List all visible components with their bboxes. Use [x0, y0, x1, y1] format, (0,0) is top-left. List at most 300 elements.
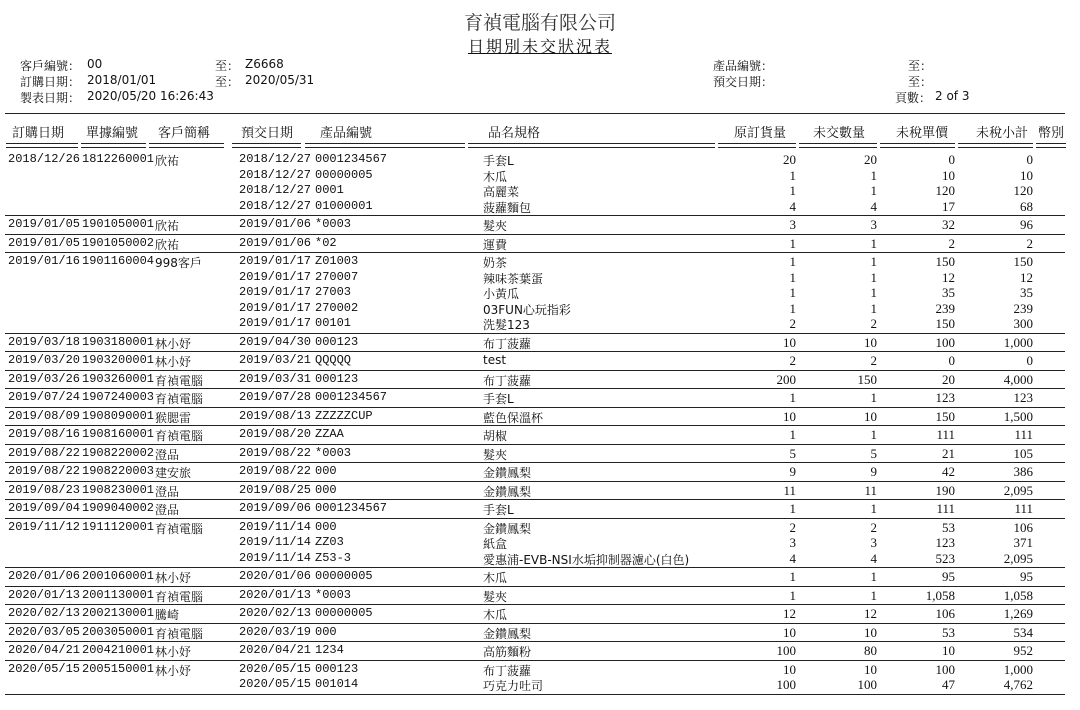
- item-name: 金鑽鳳梨: [483, 626, 532, 641]
- item-name: 髮夾: [483, 447, 508, 462]
- order-qty: 10: [783, 661, 796, 677]
- order-qty: 2: [789, 519, 796, 535]
- subtotal: 1,058: [1003, 587, 1033, 603]
- subtotal: 150: [1013, 254, 1033, 269]
- open-qty: 3: [870, 217, 877, 232]
- doc-no: 2002130001: [82, 606, 155, 620]
- item-name: 高筋麵粉: [483, 645, 532, 659]
- order-qty: 3: [789, 535, 796, 550]
- page-label: 頁數：: [895, 91, 932, 105]
- header-underline: [81, 143, 146, 148]
- doc-no: 2001060001: [82, 569, 155, 583]
- order-date-to: 2020/05/31: [245, 73, 315, 87]
- doc-no: 1903180001: [82, 334, 155, 349]
- unit-price: 17: [942, 198, 955, 214]
- unit-price: 21: [942, 445, 955, 461]
- customer-name: 澄品: [155, 503, 180, 517]
- doc-no: 1901050001: [82, 217, 155, 231]
- unit-price: 523: [935, 550, 955, 566]
- row-separator: [5, 518, 1065, 519]
- customer-name: 育禎電腦: [155, 429, 204, 443]
- product-no: 000: [315, 482, 337, 497]
- order-qty: 10: [783, 334, 796, 350]
- due-date: 2019/08/22: [239, 464, 312, 478]
- customer-name: 林小妤: [155, 571, 192, 585]
- order-qty: 2: [789, 316, 796, 331]
- report-title: 日期別未交狀況表: [467, 37, 612, 56]
- order-qty: 1: [789, 183, 796, 198]
- order-qty: 12: [783, 606, 796, 621]
- subtotal: 0: [1026, 152, 1033, 167]
- due-date: 2019/01/06: [239, 235, 312, 250]
- doc-no: 1911120001: [82, 519, 155, 534]
- open-qty: 1: [870, 427, 877, 442]
- open-qty: 2: [870, 519, 877, 535]
- page-number: 2 of 3: [935, 89, 970, 103]
- row-separator: [5, 425, 1065, 426]
- item-name: 髮夾: [483, 219, 508, 233]
- subtotal: 105: [1013, 445, 1033, 461]
- item-name: 奶茶: [483, 256, 508, 270]
- unit-price: 100: [935, 661, 955, 677]
- row-separator: [5, 370, 1065, 371]
- doc-no: 1903260001: [82, 371, 155, 386]
- due-date: 2020/01/13: [239, 587, 312, 602]
- due-date: 2019/07/28: [239, 390, 312, 404]
- item-name: 木瓜: [483, 571, 508, 585]
- order-qty: 1: [789, 587, 796, 603]
- unit-price: 0: [948, 152, 955, 167]
- order-qty: 1: [789, 501, 796, 516]
- customer-name: 育禎電腦: [155, 521, 204, 536]
- subtotal: 96: [1020, 217, 1033, 232]
- order-date: 2019/01/05: [8, 217, 81, 231]
- product-no: 270007: [315, 269, 359, 284]
- customer-name: 育禎電腦: [155, 626, 204, 641]
- order-qty: 4: [789, 198, 796, 214]
- product-no: ZZZZZCUP: [315, 408, 373, 423]
- customer-no-to-label: 至：: [215, 59, 240, 73]
- doc-no: 1908160001: [82, 427, 155, 441]
- subtotal: 952: [1013, 643, 1033, 658]
- subtotal: 2,095: [1003, 482, 1033, 498]
- unit-price: 0: [948, 353, 955, 368]
- doc-no: 1908220002: [82, 445, 155, 460]
- header-underline: [799, 143, 877, 148]
- order-qty: 2: [789, 353, 796, 368]
- doc-no: 1903200001: [82, 353, 155, 367]
- due-date: 2019/03/21: [239, 353, 312, 367]
- due-date: 2018/12/27: [239, 183, 312, 197]
- open-qty: 11: [864, 482, 877, 498]
- row-separator: [5, 694, 1065, 695]
- product-no: 270002: [315, 300, 359, 315]
- header-underline: [468, 143, 715, 148]
- order-qty: 1: [789, 569, 796, 584]
- order-date: 2019/08/23: [8, 482, 81, 497]
- unit-price: 111: [936, 501, 955, 516]
- subtotal: 239: [1013, 300, 1033, 316]
- order-qty: 3: [789, 217, 796, 232]
- product-no: 001014: [315, 677, 359, 691]
- subtotal: 95: [1020, 569, 1033, 584]
- product-no: 00101: [315, 316, 352, 330]
- order-date: 2019/08/09: [8, 408, 81, 423]
- customer-name: 澄品: [155, 484, 180, 499]
- item-name: 菠蘿麵包: [483, 200, 532, 215]
- due-date: 2018/12/27: [239, 167, 312, 182]
- customer-no-from: 00: [87, 57, 103, 71]
- due-date: 2019/01/17: [239, 316, 312, 330]
- row-separator: [5, 586, 1065, 587]
- subtotal: 106: [1013, 519, 1033, 535]
- product-no: 000: [315, 464, 337, 478]
- subtotal: 300: [1013, 316, 1033, 331]
- product-no: 000123: [315, 334, 359, 349]
- item-name: test: [483, 353, 507, 367]
- due-date: 2019/11/14: [239, 550, 312, 565]
- delivery-date-label: 預交日期：: [713, 75, 774, 89]
- unit-price: 35: [942, 285, 955, 300]
- order-date: 2019/03/18: [8, 334, 81, 349]
- due-date: 2019/04/30: [239, 334, 312, 349]
- subtotal: 10: [1020, 167, 1033, 183]
- row-separator: [5, 234, 1065, 235]
- subtotal: 534: [1013, 624, 1033, 640]
- row-separator: [5, 388, 1065, 389]
- item-name: 胡椒: [483, 429, 508, 443]
- subtotal: 68: [1020, 198, 1033, 214]
- order-qty: 200: [776, 371, 796, 387]
- product-no: *0003: [315, 445, 352, 460]
- order-qty: 4: [789, 550, 796, 566]
- due-date: 2019/03/31: [239, 371, 312, 386]
- doc-no: 1908090001: [82, 408, 155, 423]
- order-qty: 1: [789, 285, 796, 300]
- doc-no: 1907240003: [82, 390, 155, 404]
- item-name: 紙盒: [483, 537, 508, 551]
- item-name: 洗髮123: [483, 318, 530, 332]
- open-qty: 1: [870, 235, 877, 251]
- unit-price: 53: [942, 624, 955, 640]
- order-date: 2020/03/05: [8, 624, 81, 639]
- unit-price: 190: [935, 482, 955, 498]
- open-qty: 1: [870, 587, 877, 603]
- order-date: 2019/08/22: [8, 445, 81, 460]
- subtotal: 1,000: [1003, 334, 1033, 350]
- row-separator: [5, 351, 1065, 352]
- order-qty: 10: [783, 408, 796, 424]
- item-name: 手套L: [483, 392, 514, 406]
- unit-price: 95: [942, 569, 955, 584]
- row-separator: [5, 407, 1065, 408]
- subtotal: 1,000: [1003, 661, 1033, 677]
- order-qty: 1: [789, 269, 796, 285]
- due-date: 2019/11/14: [239, 519, 312, 534]
- unit-price: 111: [936, 427, 955, 442]
- item-name: 木瓜: [483, 169, 508, 184]
- open-qty: 80: [864, 643, 877, 658]
- product-no: 00000005: [315, 569, 373, 583]
- open-qty: 4: [870, 198, 877, 214]
- item-name: 髮夾: [483, 589, 508, 604]
- open-qty: 1: [870, 269, 877, 285]
- product-no: 000123: [315, 661, 359, 676]
- open-qty: 1: [870, 183, 877, 198]
- product-no: 00000005: [315, 167, 373, 182]
- header-underline: [149, 143, 224, 148]
- header-rule: [5, 113, 1065, 114]
- order-date: 2019/01/16: [8, 254, 81, 268]
- doc-no: 2004210001: [82, 643, 155, 657]
- subtotal: 371: [1013, 535, 1033, 550]
- due-date: 2018/12/27: [239, 198, 312, 213]
- col-currency: 幣別: [1038, 126, 1065, 141]
- header-underline: [1036, 143, 1066, 148]
- item-name: 愛惠浦-EVB-NSI水垢抑制器濾心(白色): [483, 552, 690, 567]
- unit-price: 20: [942, 371, 955, 387]
- item-name: 金鑽鳳梨: [483, 484, 532, 499]
- unit-price: 53: [942, 519, 955, 535]
- header-underline: [880, 143, 955, 148]
- order-qty: 100: [776, 643, 796, 658]
- header-underline: [232, 143, 301, 148]
- header-underline: [305, 143, 465, 148]
- order-qty: 1: [789, 167, 796, 183]
- row-separator: [5, 215, 1065, 216]
- product-no: 000: [315, 624, 337, 639]
- customer-name: 林小妤: [155, 336, 192, 351]
- customer-no-label: 客戶編號：: [20, 59, 81, 73]
- product-no: Z01003: [315, 254, 359, 268]
- header-underline: [718, 143, 796, 148]
- due-date: 2019/09/06: [239, 501, 312, 515]
- product-no: 0001: [315, 183, 344, 197]
- due-date: 2020/01/06: [239, 569, 312, 583]
- open-qty: 1: [870, 254, 877, 269]
- open-qty: 1: [870, 501, 877, 516]
- subtotal: 2,095: [1003, 550, 1033, 566]
- product-no: 0001234567: [315, 152, 388, 166]
- item-name: 巧克力吐司: [483, 679, 544, 693]
- row-separator: [5, 252, 1065, 253]
- open-qty: 10: [864, 661, 877, 677]
- product-no: ZZ03: [315, 535, 344, 549]
- product-no-to-label: 至：: [908, 59, 933, 73]
- col-doc-no: 單據編號: [86, 126, 139, 141]
- unit-price: 239: [935, 300, 955, 316]
- doc-no: 1909040002: [82, 501, 155, 515]
- customer-name: 育禎電腦: [155, 589, 204, 604]
- doc-no: 1812260001: [82, 152, 155, 166]
- row-separator: [5, 444, 1065, 445]
- subtotal: 0: [1026, 353, 1033, 368]
- product-no: 00000005: [315, 606, 373, 620]
- unit-price: 1,058: [925, 587, 955, 603]
- item-name: 高麗菜: [483, 185, 520, 199]
- due-date: 2020/05/15: [239, 677, 312, 691]
- due-date: 2019/01/17: [239, 300, 312, 315]
- due-date: 2020/04/21: [239, 643, 312, 657]
- col-customer: 客戶簡稱: [158, 126, 211, 141]
- unit-price: 123: [935, 535, 955, 550]
- due-date: 2019/08/20: [239, 427, 312, 441]
- product-no-label: 產品編號：: [713, 59, 774, 73]
- open-qty: 5: [870, 445, 877, 461]
- due-date: 2019/11/14: [239, 535, 312, 549]
- open-qty: 4: [870, 550, 877, 566]
- open-qty: 10: [864, 624, 877, 640]
- row-separator: [5, 604, 1065, 605]
- unit-price: 120: [935, 183, 955, 198]
- doc-no: 1908220003: [82, 464, 155, 478]
- open-qty: 10: [864, 334, 877, 350]
- order-qty: 1: [789, 427, 796, 442]
- order-date: 2019/08/16: [8, 427, 81, 441]
- product-no: 000: [315, 519, 337, 534]
- order-date: 2019/03/20: [8, 353, 81, 367]
- col-subtotal: 未稅小計: [976, 126, 1029, 141]
- customer-name: 林小妤: [155, 355, 192, 369]
- row-separator: [5, 623, 1065, 624]
- product-no: ZZAA: [315, 427, 344, 441]
- col-product-no: 產品編號: [320, 126, 373, 141]
- order-date: 2018/12/26: [8, 152, 81, 166]
- col-open-qty: 未交數量: [813, 126, 866, 141]
- item-name: 運費: [483, 237, 508, 252]
- item-name: 手套L: [483, 503, 514, 517]
- due-date: 2020/03/19: [239, 624, 312, 639]
- subtotal: 111: [1014, 427, 1033, 442]
- order-qty: 1: [789, 300, 796, 316]
- customer-name: 育禎電腦: [155, 392, 204, 406]
- open-qty: 1: [870, 569, 877, 584]
- product-no: 0001234567: [315, 390, 388, 404]
- product-no: *02: [315, 235, 337, 250]
- order-date: 2020/01/06: [8, 569, 81, 583]
- item-name: 金鑽鳳梨: [483, 521, 532, 536]
- customer-name: 998客戶: [155, 256, 202, 270]
- row-separator: [5, 481, 1065, 482]
- customer-name: 欣祐: [155, 237, 180, 252]
- item-name: 03FUN心玩指彩: [483, 302, 571, 317]
- due-date: 2019/01/17: [239, 269, 312, 284]
- doc-no: 1908230001: [82, 482, 155, 497]
- order-qty: 9: [789, 464, 796, 479]
- due-date: 2019/08/22: [239, 445, 312, 460]
- col-order-date: 訂購日期: [12, 126, 65, 141]
- print-date: 2020/05/20 16:26:43: [87, 89, 214, 103]
- subtotal: 4,000: [1003, 371, 1033, 387]
- unit-price: 2: [948, 235, 955, 251]
- subtotal: 111: [1014, 501, 1033, 516]
- subtotal: 386: [1013, 464, 1033, 479]
- open-qty: 2: [870, 316, 877, 331]
- unit-price: 32: [942, 217, 955, 232]
- product-no: *0003: [315, 587, 352, 602]
- order-qty: 20: [783, 152, 796, 167]
- delivery-date-to-label: 至：: [908, 75, 933, 89]
- order-date: 2020/04/21: [8, 643, 81, 657]
- order-qty: 5: [789, 445, 796, 461]
- due-date: 2019/01/17: [239, 285, 312, 299]
- row-separator: [5, 641, 1065, 642]
- doc-no: 1901160004: [82, 254, 155, 268]
- unit-price: 150: [935, 254, 955, 269]
- unit-price: 42: [942, 464, 955, 479]
- print-date-label: 製表日期：: [20, 91, 81, 105]
- unit-price: 150: [935, 316, 955, 331]
- subtotal: 123: [1013, 390, 1033, 405]
- open-qty: 1: [870, 300, 877, 316]
- subtotal: 120: [1013, 183, 1033, 198]
- customer-name: 騰崎: [155, 608, 180, 622]
- item-name: 布丁菠蘿: [483, 336, 532, 351]
- subtotal: 2: [1026, 235, 1033, 251]
- row-separator: [5, 333, 1065, 334]
- customer-name: 建安旅: [155, 466, 192, 480]
- order-date: 2020/05/15: [8, 661, 81, 676]
- open-qty: 10: [864, 408, 877, 424]
- customer-name: 育禎電腦: [155, 373, 204, 388]
- subtotal: 4,762: [1003, 677, 1033, 692]
- order-date: 2019/01/05: [8, 235, 81, 250]
- order-date: 2020/01/13: [8, 587, 81, 602]
- item-name: 小黃瓜: [483, 287, 520, 301]
- company-name: 育禎電腦有限公司: [463, 12, 616, 34]
- order-qty: 100: [776, 677, 796, 692]
- item-name: 藍色保溫杯: [483, 410, 544, 425]
- unit-price: 47: [942, 677, 955, 692]
- open-qty: 1: [870, 390, 877, 405]
- customer-name: 欣祐: [155, 219, 180, 233]
- order-qty: 1: [789, 390, 796, 405]
- due-date: 2019/08/25: [239, 482, 312, 497]
- order-qty: 11: [783, 482, 796, 498]
- order-date-to-label: 至：: [215, 75, 240, 89]
- order-date: 2019/03/26: [8, 371, 81, 386]
- open-qty: 100: [857, 677, 877, 692]
- due-date: 2020/05/15: [239, 661, 312, 676]
- product-no: 01000001: [315, 198, 373, 213]
- customer-name: 欣祐: [155, 154, 180, 168]
- row-separator: [5, 499, 1065, 500]
- product-no: *0003: [315, 217, 352, 231]
- item-name: 布丁菠蘿: [483, 663, 532, 678]
- unit-price: 150: [935, 408, 955, 424]
- doc-no: 2001130001: [82, 587, 155, 602]
- item-name: 辣味茶葉蛋: [483, 271, 544, 286]
- unit-price: 10: [942, 167, 955, 183]
- customer-no-to: Z6668: [245, 57, 284, 71]
- unit-price: 12: [942, 269, 955, 285]
- order-date: 2019/07/24: [8, 390, 81, 404]
- row-separator: [5, 567, 1065, 568]
- open-qty: 1: [870, 285, 877, 300]
- doc-no: 2005150001: [82, 661, 155, 676]
- subtotal: 1,269: [1003, 606, 1033, 621]
- open-qty: 1: [870, 167, 877, 183]
- row-separator: [5, 660, 1065, 661]
- customer-name: 林小妤: [155, 663, 192, 678]
- col-due-date: 預交日期: [241, 126, 294, 141]
- due-date: 2020/02/13: [239, 606, 312, 620]
- due-date: 2019/08/13: [239, 408, 312, 423]
- subtotal: 35: [1020, 285, 1033, 300]
- subtotal: 12: [1020, 269, 1033, 285]
- doc-no: 2003050001: [82, 624, 155, 639]
- open-qty: 9: [870, 464, 877, 479]
